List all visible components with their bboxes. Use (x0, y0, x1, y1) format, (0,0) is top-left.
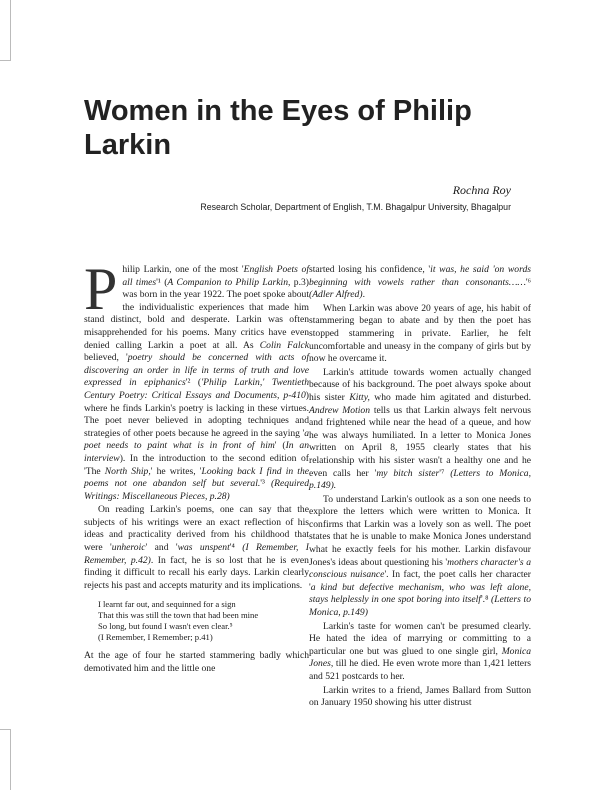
crop-mark-top (0, 0, 11, 61)
quote-line: So long, but found I wasn't even clear.⁵ (98, 621, 233, 632)
paragraph: Larkin writes to a friend, James Ballard from Sutton on January 1950 showing his utter distrust (309, 684, 531, 709)
right-column (309, 264, 531, 711)
quote-citation: (I Remember, I Remember; p.41) (98, 632, 213, 643)
paragraph: When Larkin was above 20 years of age, his habit of stammering began to abate and by then the poet has stopped stammering in private. Earlier, he felt uncomfortable and uneasy in the company of girls but by now he overcame it. (309, 302, 531, 365)
paragraph: started losing his confidence, 'it was, he said 'on words beginning with vowels rather than consonants……'⁶ (Adler Alfred). (309, 264, 532, 301)
paragraph: On reading Larkin's poems, one can say that the subjects of his writings were an exact reflection of his ideas and practicality derived from his childhood that were 'unheroic' and 'was unspent'⁴ (I Remember, I Remember, p.42). In fact, he is so lost that he is even finding it difficult to recall his early days. Larkin clearly rejects his past and accepts maturity and its implications. (84, 504, 309, 591)
paragraph: Philip Larkin, one of the most 'English Poets of all times'¹ (A Companion to Philip Larkin, p.3) was born in the year 1922. The poet spoke about the individualistic experiences that made him stand distinct, bold and desperate. Larkin was often misapprehended for his poems. Many critics have even denied calling Larkin a poet at all. As Colin Falck believed, 'poetry should be concerned with acts of discovering an order in life in terms of truth and love expressed in epiphanics'² ('Philip Larkin,' Twentieth Century Poetry: Critical Essays and Documents, p-410) where he finds Larkin's poetry is lacking in these virtues. The poet never believed in adopting techniques and strategies of other poets because he agreed in the saying 'a poet needs to paint what is in front of him' (In an interview). In the introduction to the second edition of 'The North Ship,' he writes, 'Looking back I find in the poems not one abandon self but several.'³ (Required Writings: Miscellaneous Pieces, p.28) (84, 256, 310, 502)
paragraph: At the age of four he started stammering badly which demotivated him and the little one (84, 650, 309, 675)
poem-quote (98, 599, 309, 643)
quote-line: That this was still the town that had been mine (98, 610, 259, 621)
paragraph: Larkin's taste for women can't be presumed clearly. He hated the idea of marrying or committing to a particular one but was glued to one single girl, Monica Jones, till he died. He even wrote more than 1,421 letters and 521 postcards to her. (309, 620, 531, 682)
article-title: Women in the Eyes of Philip Larkin (84, 95, 472, 161)
drop-cap: P (84, 256, 118, 322)
paragraph: Larkin's attitude towards women actually changed because of his background. The poet always spoke about his sister Kitty, who made him agitated and disturbed. Andrew Motion tells us that Larkin always felt nervous and frightened while near the head of a queue, and how he was always humiliated. In a letter to Monica Jones written on April 8, 1955 clearly states that his relationship with his sister wasn't a healthy one and he even calls her 'my bitch sister'⁷ (Letters to Monica, p.149). (309, 366, 532, 492)
paragraph: To understand Larkin's outlook as a son one needs to explore the letters which were written to Monica. It confirms that Larkin was a lovely son as well. The poet states that he is unable to make Monica Jones understand what he exactly feels for his mother. Larkin disfavour Jones's ideas about questioning his 'mothers character's a conscious nuisance'. In fact, the poet calls her character 'a kind but defective mechanism, who was left alone, stays helplessly in one spot boring into itself'.⁸ (Letters to Monica, p.149) (309, 493, 531, 619)
quote-line: I learnt far out, and sequinned for a sign (98, 599, 236, 610)
crop-mark-bottom (0, 729, 11, 790)
author-affiliation: Research Scholar, Department of English, T.M. Bhagalpur University, Bhagalpur (200, 202, 511, 212)
left-column (84, 256, 310, 677)
author-name: Rochna Roy (452, 183, 511, 197)
